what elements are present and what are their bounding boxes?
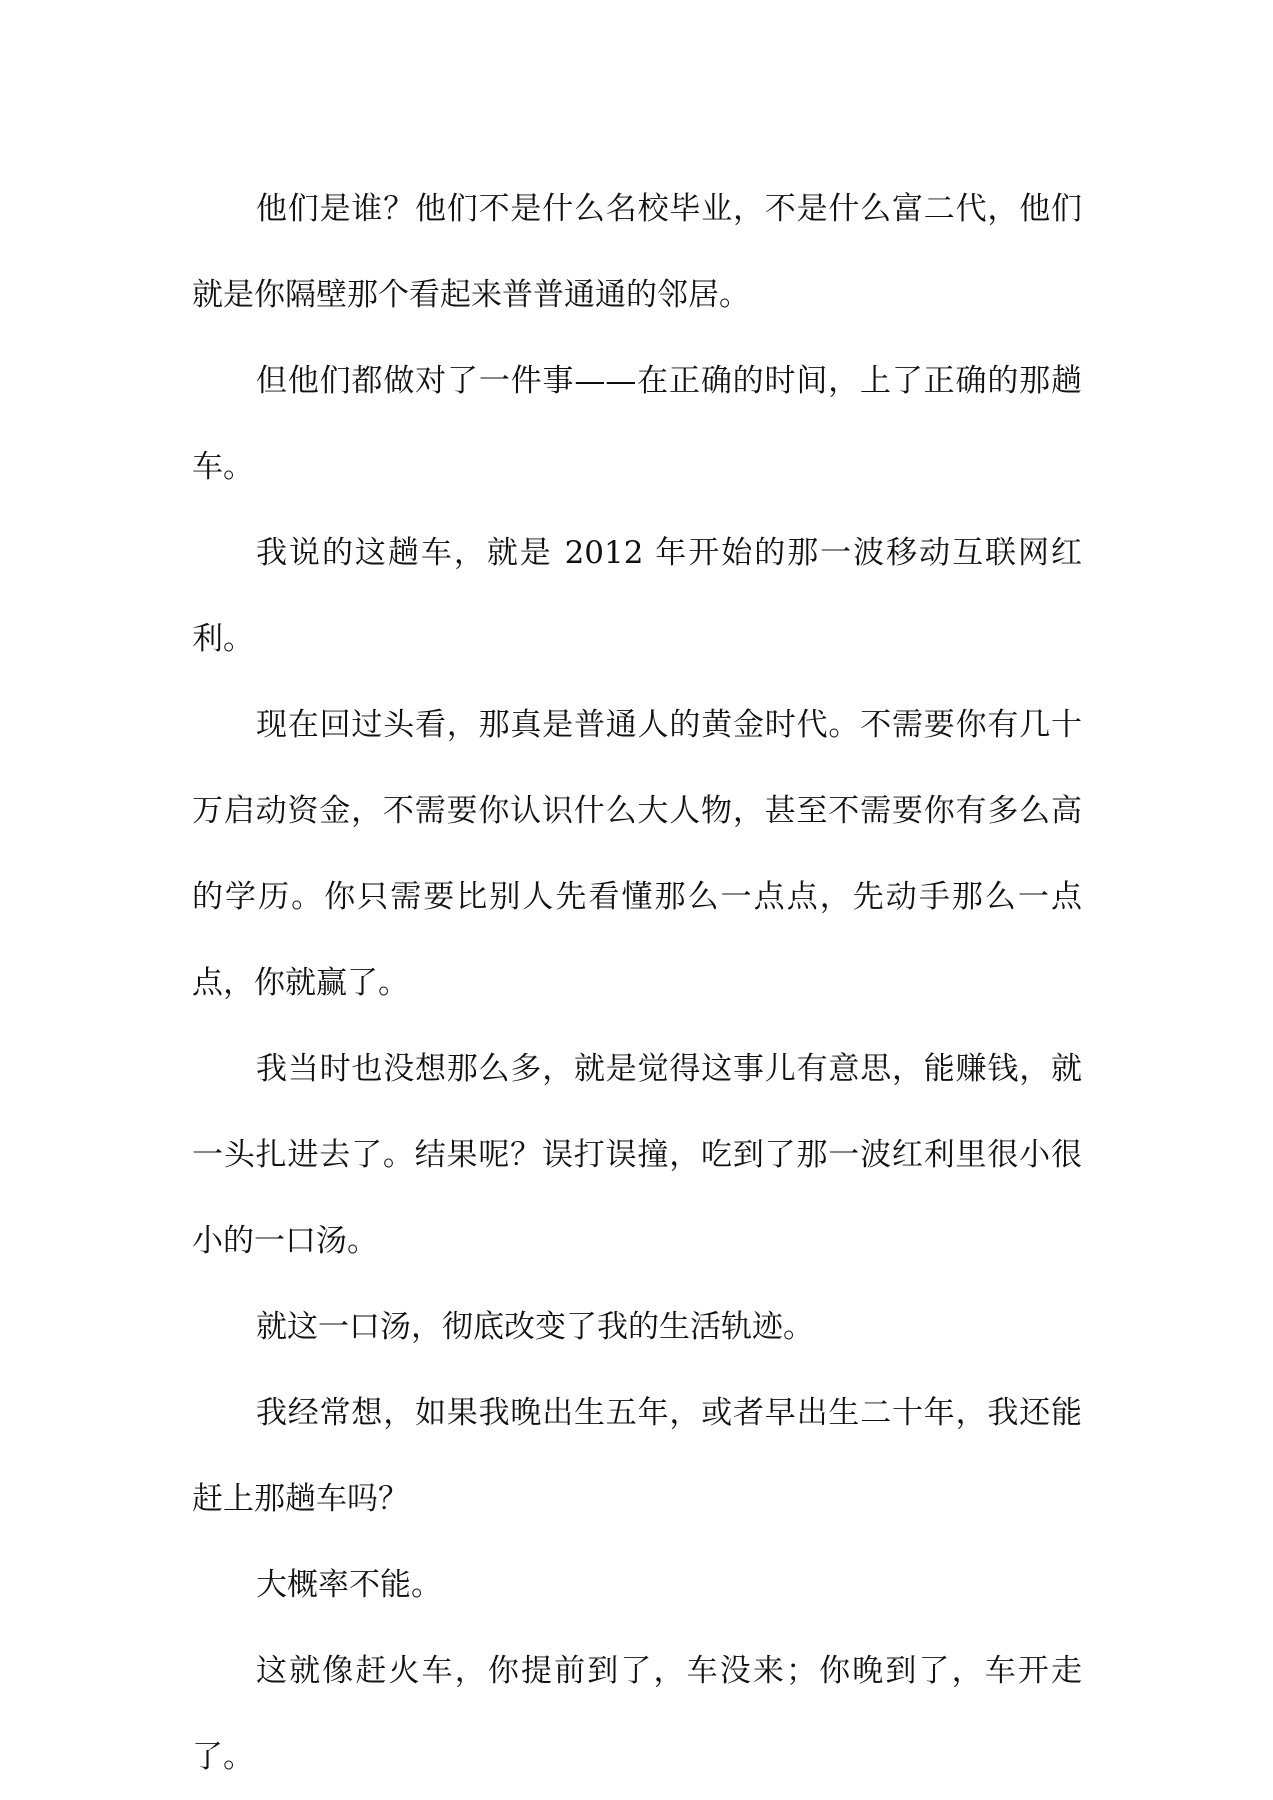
- paragraph: 他们是谁？他们不是什么名校毕业，不是什么富二代，他们就是你隔壁那个看起来普普通通的邻居。: [192, 191, 1082, 313]
- paragraph: 我说的这趟车，就是 2012 年开始的那一波移动互联网红利。: [192, 535, 1082, 657]
- paragraph: 这就像赶火车，你提前到了，车没来；你晚到了，车开走了。: [192, 1653, 1082, 1775]
- paragraph: 但他们都做对了一件事——在正确的时间，上了正确的那趟车。: [192, 363, 1082, 485]
- paragraph: 就这一口汤，彻底改变了我的生活轨迹。: [256, 1309, 814, 1345]
- paragraph: 现在回过头看，那真是普通人的黄金时代。不需要你有几十万启动资金，不需要你认识什么大人物，甚至不需要你有多么高的学历。你只需要比别人先看懂那么一点点，先动手那么一点点，你就赢了。: [192, 707, 1082, 1001]
- paragraph: 我当时也没想那么多，就是觉得这事儿有意思，能赚钱，就一头扎进去了。结果呢？误打误撞，吃到了那一波红利里很小很小的一口汤。: [192, 1051, 1082, 1259]
- body-text: [192, 166, 1082, 1800]
- paragraph: 我经常想，如果我晚出生五年，或者早出生二十年，我还能赶上那趟车吗？: [192, 1395, 1082, 1517]
- paragraph: 大概率不能。: [256, 1567, 442, 1603]
